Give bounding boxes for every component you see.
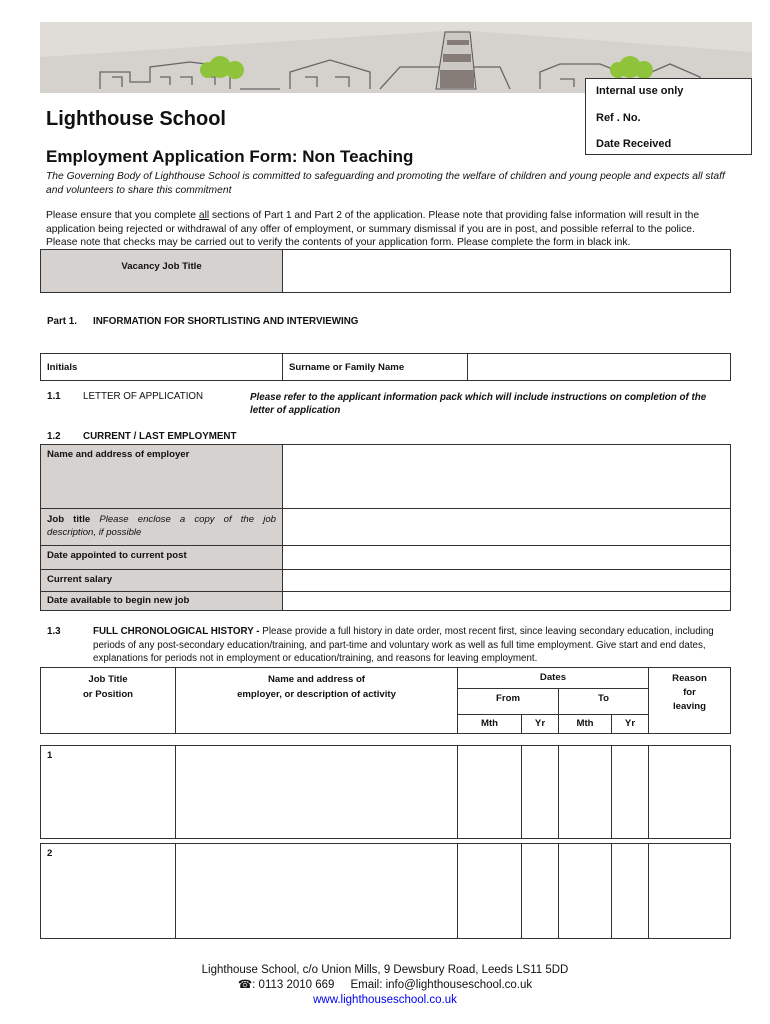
surname-field[interactable] [468, 354, 730, 380]
job-title-note: Please enclose a copy of the job description, if possible [47, 514, 277, 538]
instructions-text-1: Please ensure that you complete [46, 210, 199, 221]
section-1-2-title: CURRENT / LAST EMPLOYMENT [83, 431, 237, 442]
initials-label: Initials [47, 362, 78, 373]
history-instructions [93, 625, 723, 666]
date-available-label: Date available to begin new job [41, 592, 283, 611]
to-month-header: Mth [559, 715, 612, 734]
date-available-field[interactable] [283, 592, 731, 611]
job-title-field[interactable] [283, 509, 731, 546]
history-row-2-reason[interactable] [649, 844, 731, 939]
history-row-2-job[interactable] [41, 844, 176, 939]
part1-title: INFORMATION FOR SHORTLISTING AND INTERVIEWING [93, 316, 359, 327]
history-row-2-from-month[interactable] [458, 844, 522, 939]
date-appointed-label: Date appointed to current post [41, 546, 283, 570]
safeguarding-statement: The Governing Body of Lighthouse School is committed to safeguarding and promoting the welfare of children and young people and expects all staff and volunteers to share this commitment [46, 171, 725, 196]
instructions-all: all [198, 210, 210, 221]
section-1-3-title: FULL CHRONOLOGICAL HISTORY - [93, 626, 263, 637]
history-row-2-to-year[interactable] [612, 844, 649, 939]
reason-header-1: Reason [672, 673, 707, 684]
date-appointed-field[interactable] [283, 546, 731, 570]
history-row-2-to-month[interactable] [559, 844, 612, 939]
dates-header: Dates [458, 668, 649, 689]
footer-phone: : 0113 2010 669 [252, 979, 335, 991]
ref-no-label: Ref . No. [596, 112, 641, 124]
footer-email: Email: info@lighthouseschool.co.uk [350, 979, 533, 991]
history-row-2 [40, 843, 731, 939]
internal-use-box [585, 78, 752, 155]
employer-header-2: employer, or description of activity [237, 689, 396, 700]
instructions-paragraph [46, 209, 726, 250]
vacancy-row [40, 249, 731, 293]
history-row-1-to-month[interactable] [559, 746, 612, 839]
current-employment-table [40, 444, 731, 611]
instructions-text-2: sections of Part 1 and Part 2 of the application. Please note that providing false information will result in the application being rejected or withdrawal of any offer of employment, or summary dismissal if you are in post, and possible referral to the police. Please note that checks may be carried out to verify the contents of your application form. Please complete the form in black ink. [46, 210, 700, 248]
history-row-1-employer[interactable] [176, 746, 458, 839]
job-title-header-1: Job Title [88, 674, 128, 685]
history-header-table [40, 667, 731, 734]
vacancy-job-title-field[interactable] [283, 250, 730, 292]
part1-number: Part 1. [47, 316, 77, 327]
from-header: From [458, 689, 559, 715]
reason-header [649, 668, 731, 734]
section-1-3-text: Please provide a full history in date order, most recent first, since leaving secondary education, including periods of any post-secondary education/training, and part-time and voluntary work as well as full time employment. Give start and end dates, explanations for periods not in employment or education/training, and reasons for leaving employment. [93, 626, 714, 664]
internal-use-label: Internal use only [596, 85, 684, 97]
letter-note: Please refer to the applicant information pack which will include instructions on completion of the letter of application [250, 392, 707, 416]
footer-contact [0, 978, 770, 993]
telephone-icon: ☎ [237, 979, 253, 991]
date-received-label: Date Received [596, 138, 672, 150]
job-title-header-2: or Position [82, 689, 134, 700]
reason-header-3: leaving [672, 701, 707, 712]
names-row [40, 353, 731, 381]
website-link[interactable]: www.lighthouseschool.co.uk [313, 994, 457, 1006]
current-salary-field[interactable] [283, 570, 731, 592]
history-row-1-job[interactable] [41, 746, 176, 839]
from-year-header: Yr [522, 715, 559, 734]
history-row-1 [40, 745, 731, 839]
history-row-1-from-year[interactable] [522, 746, 559, 839]
surname-label: Surname or Family Name [283, 354, 468, 380]
page-title: Employment Application Form: Non Teaching [46, 147, 414, 166]
reason-header-2: for [683, 687, 696, 698]
history-row-2-employer[interactable] [176, 844, 458, 939]
section-1-1-number: 1.1 [47, 391, 61, 402]
row-number: 1 [47, 750, 53, 761]
initials-field[interactable] [41, 354, 283, 380]
employer-field[interactable] [283, 445, 731, 509]
school-name: Lighthouse School [46, 108, 226, 130]
section-1-1-title: LETTER OF APPLICATION [83, 391, 204, 402]
section-1-2-number: 1.2 [47, 431, 61, 442]
to-header: To [559, 689, 649, 715]
current-salary-label: Current salary [41, 570, 283, 592]
employer-label: Name and address of employer [41, 445, 283, 509]
row-number: 2 [47, 848, 53, 859]
employer-header [176, 668, 458, 734]
vacancy-job-title-label: Vacancy Job Title [41, 250, 283, 292]
history-row-2-from-year[interactable] [522, 844, 559, 939]
history-row-1-to-year[interactable] [612, 746, 649, 839]
history-row-1-from-month[interactable] [458, 746, 522, 839]
job-title-label-text: Job title [47, 514, 91, 525]
job-title-label [41, 509, 283, 546]
employer-header-1: Name and address of [267, 674, 366, 685]
footer-address: Lighthouse School, c/o Union Mills, 9 Dewsbury Road, Leeds LS11 5DD [201, 964, 569, 976]
to-year-header: Yr [612, 715, 649, 734]
from-month-header: Mth [458, 715, 522, 734]
footer-web [0, 993, 770, 1008]
section-1-3-number: 1.3 [47, 626, 61, 637]
history-row-1-reason[interactable] [649, 746, 731, 839]
job-title-header [41, 668, 176, 734]
